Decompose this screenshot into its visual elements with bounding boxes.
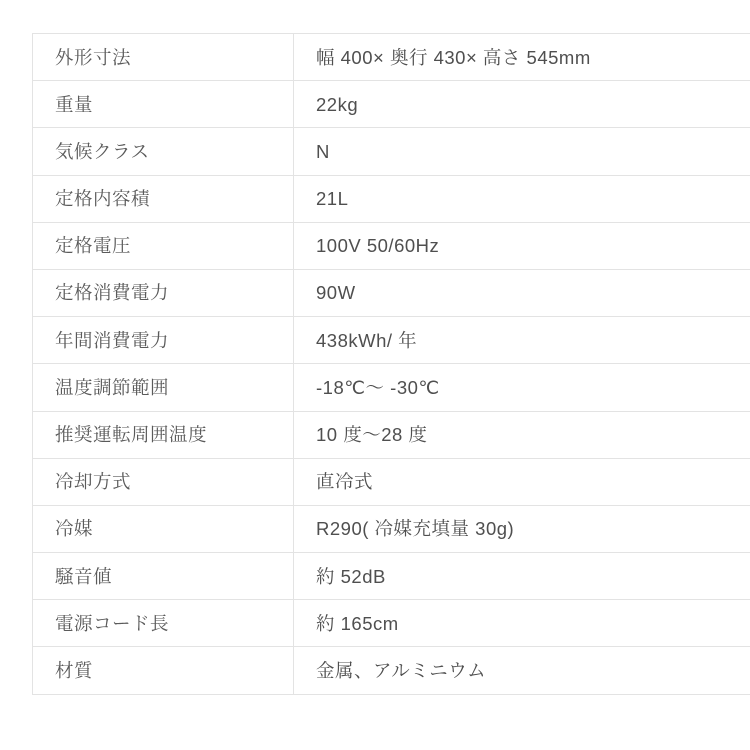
spec-label: 重量: [33, 81, 294, 128]
spec-value: 100V 50/60Hz: [294, 222, 750, 269]
spec-label: 推奨運転周囲温度: [33, 411, 294, 458]
spec-label: 電源コード長: [33, 600, 294, 647]
spec-value: 10 度〜28 度: [294, 411, 750, 458]
table-row: [33, 175, 750, 222]
spec-value: 約 165cm: [294, 600, 750, 647]
spec-label: 年間消費電力: [33, 317, 294, 364]
table-row: [33, 553, 750, 600]
spec-value: R290( 冷媒充填量 30g): [294, 505, 750, 552]
spec-value: 直冷式: [294, 458, 750, 505]
specification-table-body: [33, 34, 750, 695]
spec-value: N: [294, 128, 750, 175]
table-row: [33, 222, 750, 269]
spec-value: 21L: [294, 175, 750, 222]
spec-value: 金属、アルミニウム: [294, 647, 750, 694]
table-row: [33, 411, 750, 458]
spec-value: 22kg: [294, 81, 750, 128]
spec-label: 材質: [33, 647, 294, 694]
spec-value: 約 52dB: [294, 553, 750, 600]
spec-label: 定格消費電力: [33, 269, 294, 316]
spec-value: 438kWh/ 年: [294, 317, 750, 364]
table-row: [33, 81, 750, 128]
spec-label: 冷却方式: [33, 458, 294, 505]
table-row: [33, 128, 750, 175]
spec-value: 90W: [294, 269, 750, 316]
spec-label: 騒音値: [33, 553, 294, 600]
table-row: [33, 269, 750, 316]
spec-label: 外形寸法: [33, 34, 294, 81]
table-row: [33, 647, 750, 694]
table-row: [33, 364, 750, 411]
spec-label: 気候クラス: [33, 128, 294, 175]
spec-value: 幅 400× 奥行 430× 高さ 545mm: [294, 34, 750, 81]
table-row: [33, 317, 750, 364]
table-row: [33, 600, 750, 647]
table-row: [33, 505, 750, 552]
spec-label: 定格内容積: [33, 175, 294, 222]
table-row: [33, 34, 750, 81]
spec-label: 温度調節範囲: [33, 364, 294, 411]
table-row: [33, 458, 750, 505]
specification-table: [32, 33, 750, 695]
spec-label: 冷媒: [33, 505, 294, 552]
spec-value: -18℃〜 -30℃: [294, 364, 750, 411]
spec-label: 定格電圧: [33, 222, 294, 269]
